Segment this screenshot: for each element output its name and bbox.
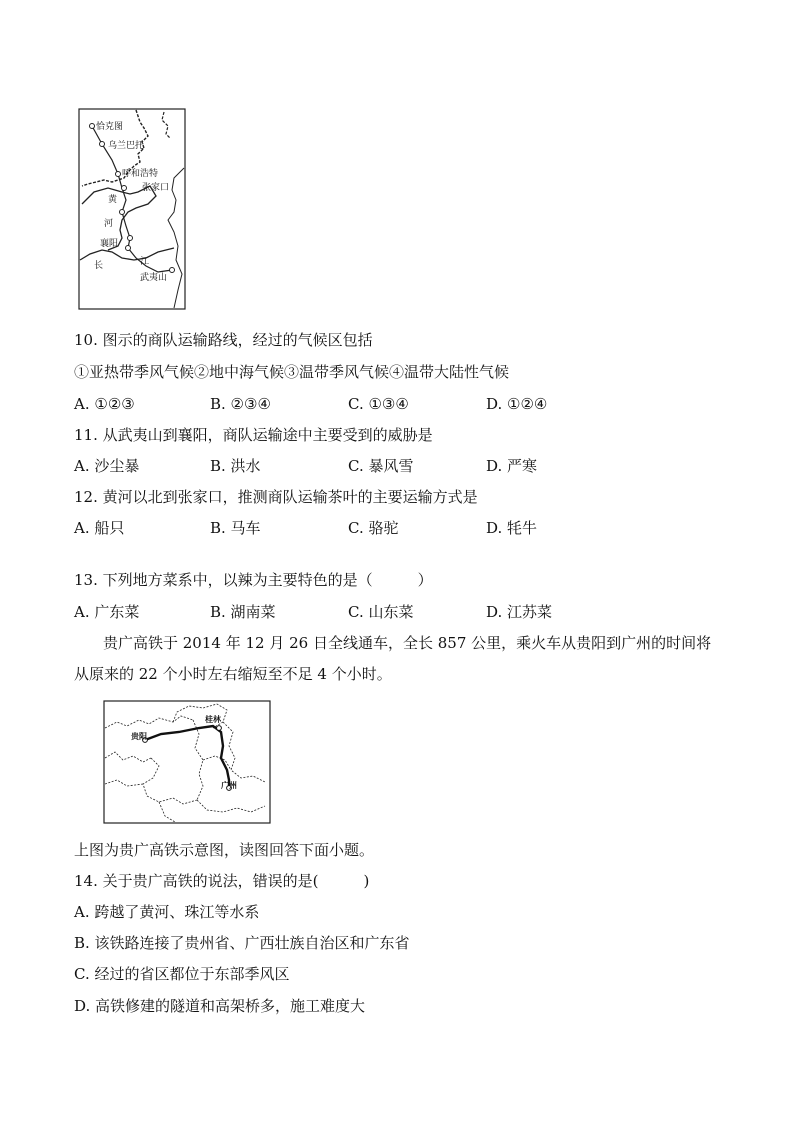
- q11-option-a: A. 沙尘暴: [74, 457, 140, 475]
- q13-option-b: B. 湖南菜: [210, 603, 276, 621]
- river-label: 河: [104, 219, 114, 229]
- q14-option-b: B. 该铁路连接了贵州省、广西壮族自治区和广东省: [74, 934, 410, 952]
- city-label-ulaanbaatar: 乌兰巴托: [108, 141, 145, 151]
- q10-statements: ①亚热带季风气候②地中海气候③温带季风气候④温带大陆性气候: [74, 363, 510, 381]
- city-label-xiangyang: 襄阳: [100, 239, 119, 249]
- city-label-kyakhta: 恰克图: [96, 122, 124, 132]
- city-label-guiyang: 贵阳: [131, 732, 147, 741]
- q12-option-d: D. 牦牛: [486, 519, 538, 537]
- q10-option-b: B. ②③④: [210, 395, 271, 413]
- city-marker: [90, 124, 95, 129]
- q14-option-c: C. 经过的省区都位于东部季风区: [74, 965, 290, 983]
- city-label-zhangjiakou: 张家口: [142, 183, 170, 193]
- city-marker: [116, 172, 121, 177]
- passage-line-2: 从原来的 22 个小时左右缩短至不足 4 个小时。: [74, 665, 392, 683]
- map-frame: [79, 109, 185, 309]
- q11-option-b: B. 洪水: [210, 457, 261, 475]
- passage-line-1: 贵广高铁于 2014 年 12 月 26 日全线通车，全长 857 公里，乘火车从贵阳到广州的时间将: [103, 634, 712, 652]
- q10-option-d: D. ①②④: [486, 395, 548, 413]
- q10-stem: 10. 图示的商队运输路线，经过的气候区包括: [74, 331, 373, 349]
- q12-stem: 12. 黄河以北到张家口，推测商队运输茶叶的主要运输方式是: [74, 488, 478, 506]
- q12-option-a: A. 船只: [74, 519, 125, 537]
- river-label: 江: [140, 257, 150, 267]
- q11-option-d: D. 严寒: [486, 457, 538, 475]
- q12-option-b: B. 马车: [210, 519, 261, 537]
- city-marker: [120, 210, 125, 215]
- city-marker: [128, 236, 133, 241]
- city-marker: [170, 268, 175, 273]
- q12-option-c: C. 骆驼: [348, 519, 399, 537]
- q13-option-c: C. 山东菜: [348, 603, 414, 621]
- city-marker: [217, 726, 222, 731]
- city-label-hohhot: 呼和浩特: [122, 169, 159, 179]
- q13-option-a: A. 广东菜: [74, 603, 140, 621]
- city-label-wuyishan: 武夷山: [140, 273, 168, 283]
- caravan-route-map: [78, 108, 186, 310]
- q14-option-a: A. 跨越了黄河、珠江等水系: [74, 903, 260, 921]
- river-label: 长: [94, 261, 104, 271]
- city-marker: [100, 142, 105, 147]
- q13-option-d: D. 江苏菜: [486, 603, 553, 621]
- city-label-guilin: 桂林: [205, 715, 221, 724]
- q11-option-c: C. 暴风雪: [348, 457, 414, 475]
- map-frame: [104, 701, 270, 823]
- q14-option-d: D. 高铁修建的隧道和高架桥多，施工难度大: [74, 997, 366, 1015]
- q14-stem: 14. 关于贵广高铁的说法，错误的是( ): [74, 872, 370, 890]
- guiguang-hsr-map: [103, 700, 271, 824]
- city-label-guangzhou: 广州: [221, 781, 237, 790]
- q13-stem: 13. 下列地方菜系中，以辣为主要特色的是（ ）: [74, 571, 433, 589]
- map-caption: 上图为贵广高铁示意图，读图回答下面小题。: [74, 841, 375, 859]
- city-marker: [126, 246, 131, 251]
- q10-option-c: C. ①③④: [348, 395, 409, 413]
- q11-stem: 11. 从武夷山到襄阳，商队运输途中主要受到的威胁是: [74, 426, 433, 444]
- city-marker: [122, 186, 127, 191]
- river-label: 黄: [108, 195, 118, 205]
- q10-option-a: A. ①②③: [74, 395, 135, 413]
